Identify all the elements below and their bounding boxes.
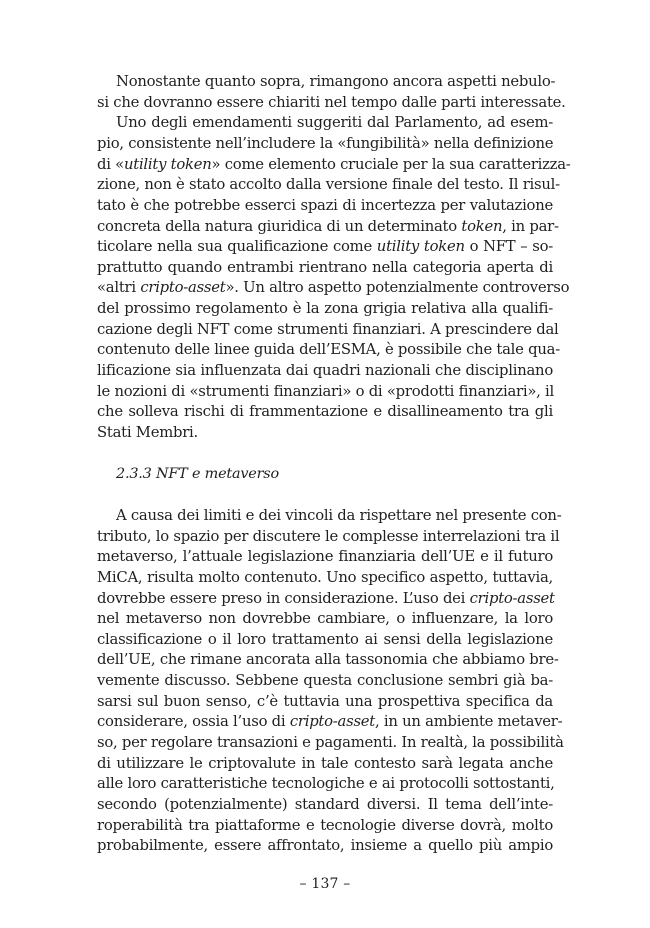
text-line: si che dovranno essere chiariti nel tempo dalle parti interessate. [97, 93, 566, 111]
section-heading: 2.3.3 NFT e metaverso [116, 466, 279, 482]
text-line: roperabilità tra piattaforme e tecnologie diverse dovrà, molto [97, 816, 553, 834]
text-line: che solleva rischi di frammentazione e disallineamento tra gli [97, 403, 553, 421]
text-line: di «utility token» come elemento cruciale per la sua caratterizza- [97, 155, 571, 173]
text-line: Uno degli emendamenti suggeriti dal Parlamento, ad esem- [116, 114, 553, 132]
text-line: lificazione sia influenzata dai quadri nazionali che disciplinano [97, 361, 553, 379]
text-line: metaverso, l’attuale legislazione finanziaria dell’UE e il futuro [97, 548, 553, 566]
text-line: pio, consistente nell’includere la «fungibilità» nella definizione [97, 134, 554, 152]
text-line: prattutto quando entrambi rientrano nella categoria aperta di [97, 258, 553, 276]
page-number: – 137 – [299, 876, 351, 892]
text-line: so, per regolare transazioni e pagamenti. In realtà, la possibilità [97, 734, 564, 752]
paragraph-2 [97, 113, 571, 443]
text-line: del prossimo regolamento è la zona grigia relativa alla qualifi- [97, 300, 553, 318]
text-line: tributo, lo spazio per discutere le complesse interrelazioni tra il [97, 527, 560, 545]
text-line: vemente discusso. Sebbene questa conclusione sembri già ba- [97, 672, 553, 690]
text-line: A causa dei limiti e dei vincoli da rispettare nel presente con- [116, 507, 562, 524]
text-line: MiCA, risulta molto contenuto. Uno specifico aspetto, tuttavia, [97, 568, 553, 586]
text-line: probabilmente, essere affrontato, insieme a quello più ampio [97, 837, 553, 855]
text-line: concreta della natura giuridica di un determinato token, in par- [97, 217, 559, 235]
text-line: ticolare nella sua qualificazione come utility token o NFT – so- [97, 238, 553, 256]
text-line: «altri cripto-asset». Un altro aspetto potenzialmente controverso [97, 279, 570, 297]
paragraph-1 [97, 72, 566, 113]
text-line: classificazione o il loro trattamento ai sensi della legislazione [97, 630, 553, 648]
text-line: Nonostante quanto sopra, rimangono ancora aspetti nebulo- [116, 73, 556, 90]
text-line: dell’UE, che rimane ancorata alla tassonomia che abbiamo bre- [97, 651, 559, 669]
text-line: contenuto delle linee guida dell’ESMA, è possibile che tale qua- [97, 341, 560, 359]
paragraph-3 [97, 506, 564, 857]
text-line: tato è che potrebbe esserci spazi di incertezza per valutazione [97, 196, 553, 214]
text-line: cazione degli NFT come strumenti finanziari. A prescindere dal [97, 320, 559, 338]
text-line: sarsi sul buon senso, c’è tuttavia una prospettiva specifica da [97, 692, 553, 710]
text-line: le nozioni di «strumenti finanziari» o di «prodotti finanziari», il [97, 382, 554, 400]
text-line: considerare, ossia l’uso di cripto-asset, in un ambiente metaver- [97, 713, 563, 731]
text-line: zione, non è stato accolto dalla versione finale del testo. Il risul- [97, 176, 560, 194]
text-line: Stati Membri. [97, 423, 198, 441]
text-line: alle loro caratteristiche tecnologiche e ai protocolli sottostanti, [97, 775, 555, 793]
text-line: dovrebbe essere preso in considerazione. L’uso dei cripto-asset [97, 589, 555, 607]
text-line: secondo (potenzialmente) standard diversi. Il tema dell’inte- [97, 795, 553, 813]
text-line: nel metaverso non dovrebbe cambiare, o influenzare, la loro [97, 610, 553, 628]
text-line: di utilizzare le criptovalute in tale contesto sarà legata anche [97, 754, 553, 772]
